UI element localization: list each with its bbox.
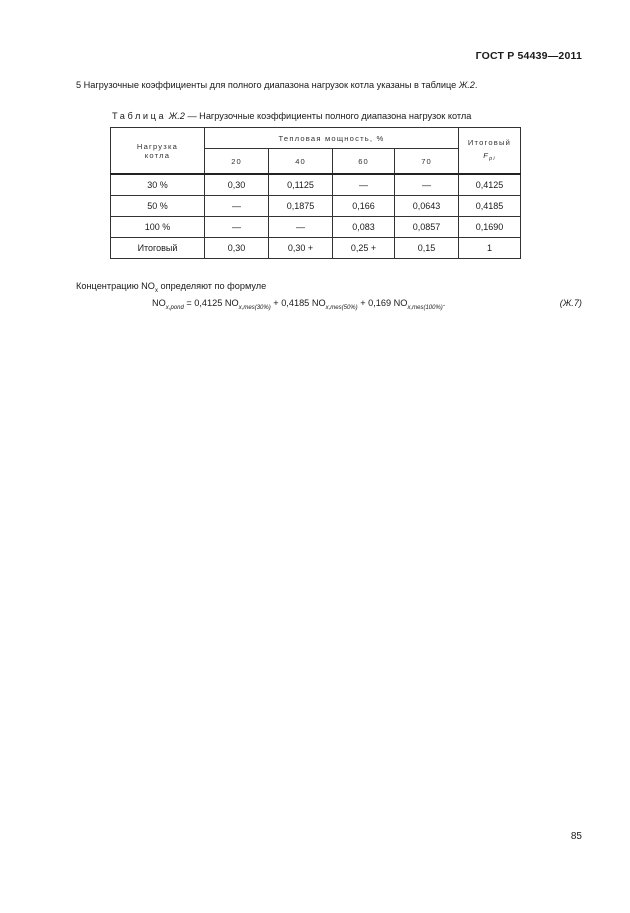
formula: $NO_{x,pond} = 0,4125$ $NO_{x,mes(30\%)} + 0,4185$ $NO_{x,mes(50\%)} + 0,169$ $NO_{x,mes(100\%)}$. (152, 298, 446, 311)
table-caption-title: — Нагрузочные коэффициенты полного диапазона нагрузок котла (184, 111, 472, 121)
page-number: 85 (570, 831, 582, 842)
header-total (459, 128, 521, 175)
power-level-70: 70 (395, 149, 459, 175)
table-caption-number: Ж.2 (168, 111, 185, 121)
cell: 0,1875 (269, 196, 333, 217)
cell: 0,25 + (333, 238, 395, 259)
cell: 0,30 + (269, 238, 333, 259)
cell: 0,1125 (269, 174, 333, 196)
load-factor-table (110, 127, 521, 259)
power-level-20: 20 (205, 149, 269, 175)
intro-table-ref: Ж.2 (458, 80, 475, 90)
header-load: Нагрузка котла (111, 128, 205, 175)
intro-paragraph (76, 80, 477, 90)
row-load: 30 % (111, 174, 205, 196)
intro-suffix: . (474, 80, 478, 90)
header-total-symbol: $F_{pi}$ (483, 150, 496, 162)
cell: — (205, 196, 269, 217)
row-load: Итоговый (111, 238, 205, 259)
cell: — (333, 174, 395, 196)
cell: 0,15 (395, 238, 459, 259)
table-row (111, 217, 521, 238)
intro-text: 5 Нагрузочные коэффициенты для полного диапазона нагрузок котла указаны в таблице (76, 80, 459, 90)
table-row-total (111, 238, 521, 259)
row-total: 0,1690 (459, 217, 521, 238)
standard-header: ГОСТ Р 54439—2011 (475, 50, 582, 62)
cell: 0,30 (205, 238, 269, 259)
table-row (111, 174, 521, 196)
power-level-60: 60 (333, 149, 395, 175)
cell: 0,0643 (395, 196, 459, 217)
table-caption (112, 111, 471, 121)
cell: 0,166 (333, 196, 395, 217)
cell: 0,30 (205, 174, 269, 196)
equation-number: (Ж.7) (559, 298, 582, 308)
cell: — (205, 217, 269, 238)
row-load: 100 % (111, 217, 205, 238)
row-total: 1 (459, 238, 521, 259)
table-caption-word: Таблица (112, 111, 167, 121)
cell: — (395, 174, 459, 196)
header-power: Тепловая мощность, % (205, 128, 459, 149)
concentration-text: Концентрацию $NO_x$ определяют по формуле (76, 281, 267, 294)
header-total-label: Итоговый (467, 137, 512, 147)
cell: 0,083 (333, 217, 395, 238)
row-load: 50 % (111, 196, 205, 217)
power-level-40: 40 (269, 149, 333, 175)
row-total: 0,4125 (459, 174, 521, 196)
row-total: 0,4185 (459, 196, 521, 217)
cell: 0,0857 (395, 217, 459, 238)
table-row (111, 196, 521, 217)
cell: — (269, 217, 333, 238)
